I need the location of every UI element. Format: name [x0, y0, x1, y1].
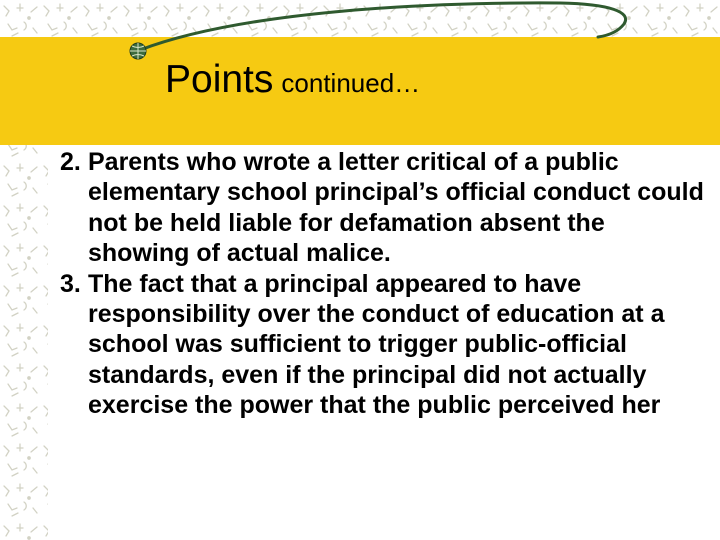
item-text: Parents who wrote a letter critical of a public elementary school principal’s official conduct could not be held liable for defamation absent the showing of actual malice. [88, 148, 704, 268]
list-item [60, 147, 710, 269]
title-rest: continued… [281, 68, 421, 98]
green-swoosh-line [140, 3, 626, 50]
slide-title [165, 58, 420, 102]
item-number: 3. [60, 269, 81, 298]
item-text: The fact that a principal appeared to have responsibility over the conduct of education at a school was sufficient to trigger public-official standards, even if the principal did not actually exercise the power that the public perceived her [88, 269, 665, 420]
item-number: 2. [60, 148, 81, 176]
title-main: Points [165, 58, 274, 101]
list-item [60, 269, 710, 421]
points-list [60, 147, 710, 421]
globe-bullet-icon [130, 43, 146, 59]
